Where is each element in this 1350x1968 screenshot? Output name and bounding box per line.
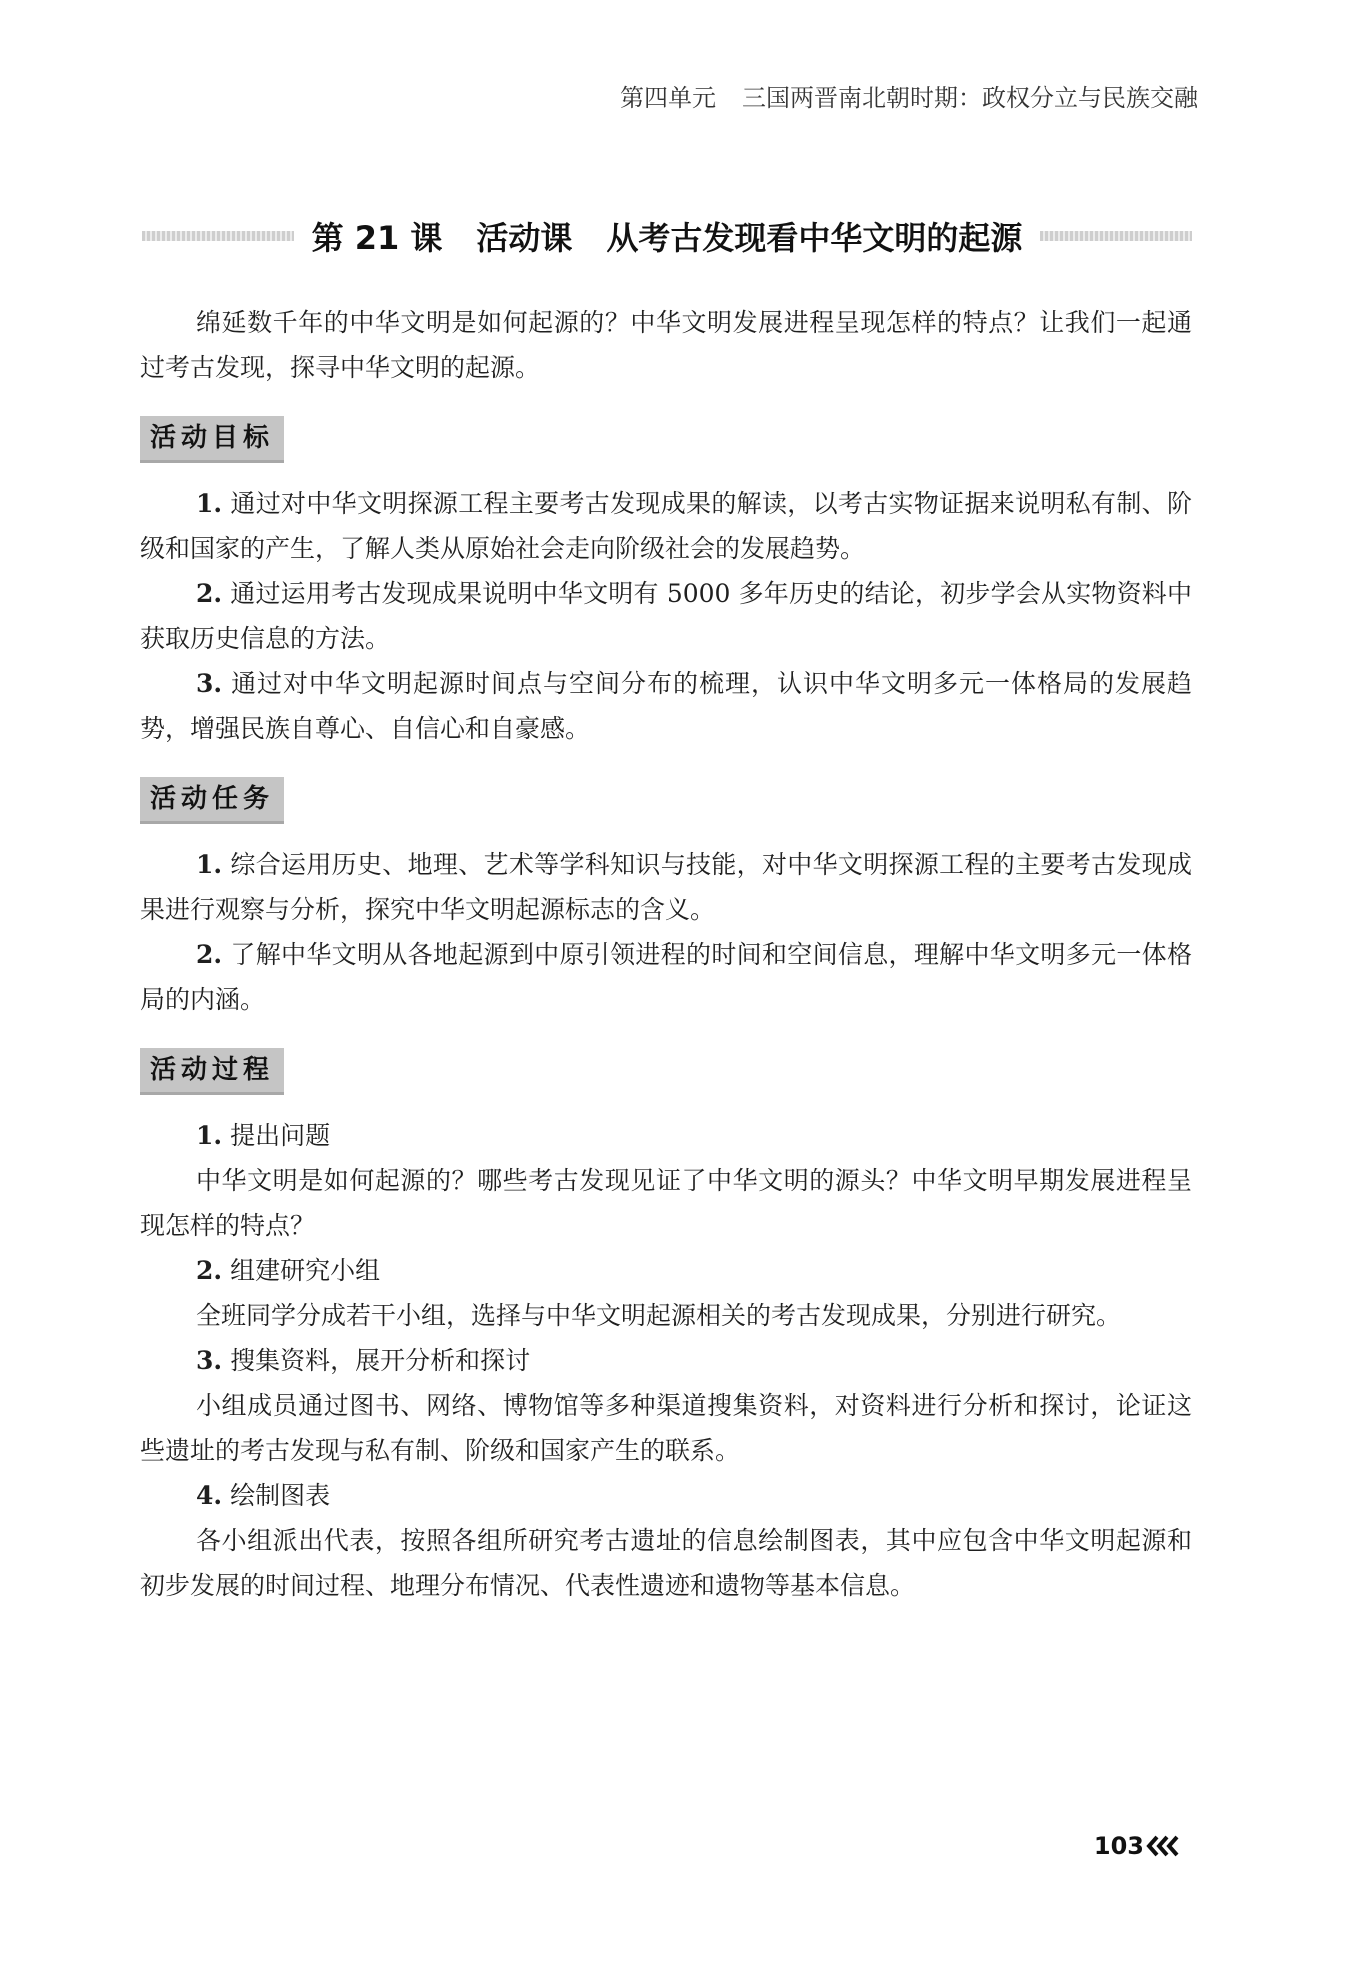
lesson-name: 从考古发现看中华文明的起源 [606, 219, 1023, 257]
objective-number: 2. [196, 579, 223, 608]
objective-item [140, 661, 1192, 751]
step-title [140, 1473, 1192, 1518]
step-number: 1. [196, 1121, 223, 1150]
lesson-title-row [142, 208, 1192, 264]
intro-paragraph: 绵延数千年的中华文明是如何起源的？中华文明发展进程呈现怎样的特点？让我们一起通过考古发现，探寻中华文明的起源。 [140, 308, 1192, 382]
lesson-title [294, 213, 1041, 259]
title-rule-right [1040, 231, 1192, 241]
objective-number: 3. [196, 669, 223, 698]
lesson-type: 活动课 [476, 219, 573, 257]
objective-item [140, 571, 1192, 661]
step-title-text: 组建研究小组 [230, 1256, 381, 1285]
objective-number: 1. [196, 489, 223, 518]
objective-text: 通过对中华文明探源工程主要考古发现成果的解读，以考古实物证据来说明私有制、阶级和国家的产生，了解人类从原始社会走向阶级社会的发展趋势。 [140, 489, 1192, 563]
task-text: 了解中华文明从各地起源到中原引领进程的时间和空间信息，理解中华文明多元一体格局的内涵。 [140, 940, 1192, 1014]
section-heading-objectives: 活动目标 [140, 416, 284, 463]
objective-text: 通过运用考古发现成果说明中华文明有 5000 多年历史的结论，初步学会从实物资料中获取历史信息的方法。 [140, 579, 1192, 653]
task-item [140, 842, 1192, 932]
section-heading-process: 活动过程 [140, 1048, 284, 1095]
unit-label: 第四单元 [620, 84, 716, 112]
step-body: 中华文明是如何起源的？哪些考古发现见证了中华文明的源头？中华文明早期发展进程呈现怎样的特点？ [140, 1166, 1192, 1240]
step-body: 小组成员通过图书、网络、博物馆等多种渠道搜集资料，对资料进行分析和探讨，论证这些遗址的考古发现与私有制、阶级和国家产生的联系。 [140, 1391, 1192, 1465]
unit-title: 三国两晋南北朝时期：政权分立与民族交融 [742, 84, 1198, 112]
step-title-text: 提出问题 [230, 1121, 331, 1150]
triple-chevron-left-icon [1146, 1834, 1182, 1858]
step-title-text: 绘制图表 [230, 1481, 331, 1510]
step-body: 各小组派出代表，按照各组所研究考古遗址的信息绘制图表，其中应包含中华文明起源和初步发展的时间过程、地理分布情况、代表性遗迹和遗物等基本信息。 [140, 1526, 1192, 1600]
step-title [140, 1248, 1192, 1293]
task-number: 2. [196, 940, 223, 969]
step-body: 全班同学分成若干小组，选择与中华文明起源相关的考古发现成果，分别进行研究。 [196, 1301, 1122, 1330]
objective-item [140, 481, 1192, 571]
task-text: 综合运用历史、地理、艺术等学科知识与技能，对中华文明探源工程的主要考古发现成果进行观察与分析，探究中华文明起源标志的含义。 [140, 850, 1192, 924]
task-item [140, 932, 1192, 1022]
step-title-text: 搜集资料，展开分析和探讨 [230, 1346, 531, 1375]
step-number: 3. [196, 1346, 223, 1375]
lesson-content [140, 300, 1192, 1608]
step-title [140, 1338, 1192, 1383]
step-title [140, 1113, 1192, 1158]
task-number: 1. [196, 850, 223, 879]
page-number: 103 [1093, 1832, 1144, 1860]
section-heading-tasks: 活动任务 [140, 777, 284, 824]
step-number: 4. [196, 1481, 223, 1510]
title-rule-left [142, 231, 294, 241]
step-number: 2. [196, 1256, 223, 1285]
lesson-number: 第 21 课 [311, 219, 443, 257]
objective-text: 通过对中华文明起源时间点与空间分布的梳理，认识中华文明多元一体格局的发展趋势，增强民族自尊心、自信心和自豪感。 [140, 669, 1192, 743]
running-header [620, 78, 1198, 113]
page-footer [1094, 1832, 1182, 1860]
